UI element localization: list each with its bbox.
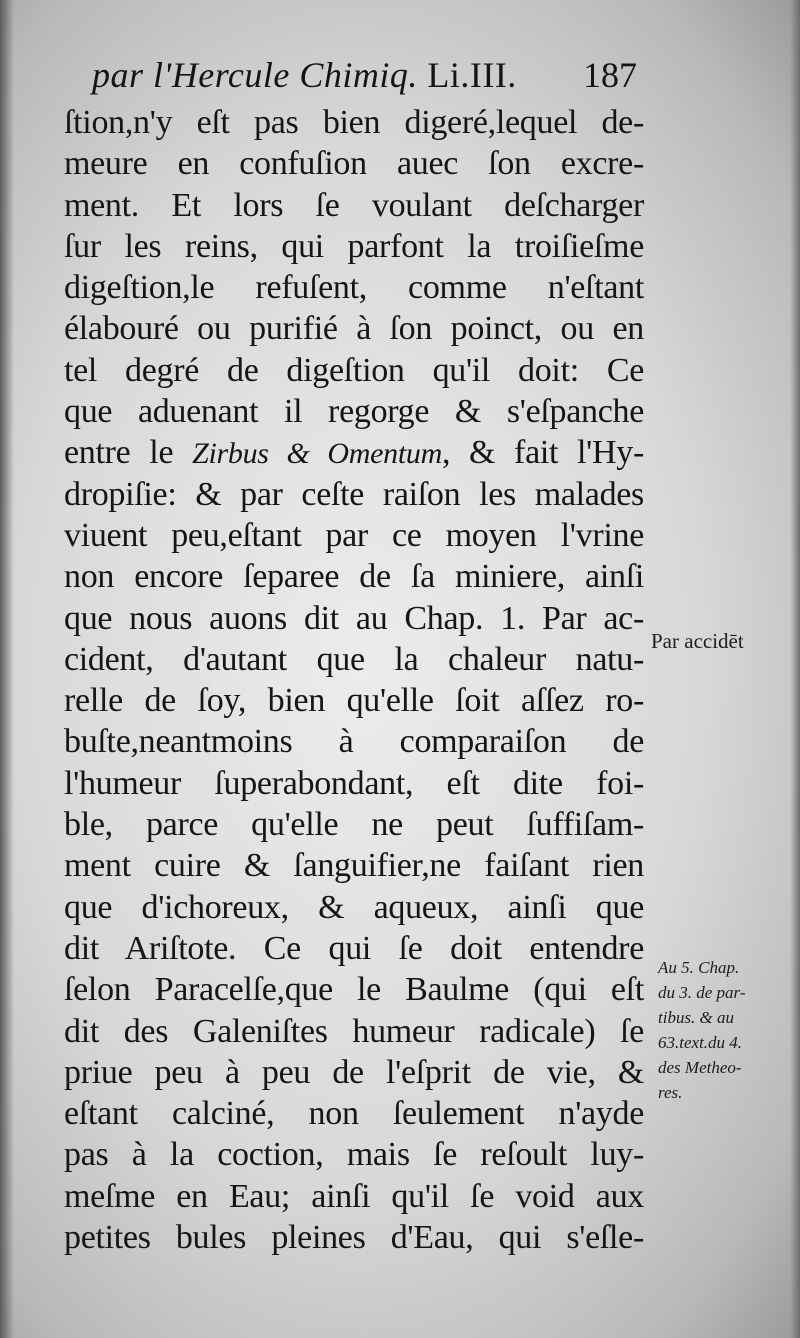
text-line: ſtion,n'y eſt pas bien digeré,lequel de-: [64, 104, 644, 141]
margin-note-line: res.: [658, 1083, 683, 1102]
text-line: que aduenant il regorge & s'eſpanche: [64, 393, 644, 431]
margin-note-line: Au 5. Chap.: [658, 958, 740, 977]
text-segment: entre le: [64, 434, 193, 472]
italic-phrase: Zirbus & Omentum: [192, 437, 442, 471]
margin-note-aristotle-reference: [658, 955, 745, 1105]
margin-note-par-accident: Par accidēt: [651, 629, 744, 653]
page-header: [92, 54, 637, 106]
running-head: [92, 54, 517, 96]
text-line: non encore ſeparee de ſa miniere, ainſi: [64, 558, 644, 596]
text-segment: , & fait l'Hy-: [441, 434, 644, 472]
text-line: cident, d'autant que la chaleur natu-: [64, 640, 644, 678]
text-line: priue peu à peu de l'eſprit de vie, &: [64, 1053, 644, 1091]
text-line: buſte,neantmoins à comparaiſon de: [64, 723, 644, 761]
text-line-with-italic: [64, 432, 644, 473]
body-text: [64, 102, 644, 1258]
text-line: ble, parce qu'elle ne peut ſuffiſam-: [64, 806, 644, 844]
margin-note-line: 63.text.du 4.: [658, 1033, 743, 1052]
text-line: relle de ſoy, bien qu'elle ſoit aſſez ro-: [64, 682, 644, 720]
text-line: ſelon Paracelſe,que le Baulme (qui eſt: [64, 971, 644, 1009]
text-line: digeſtion,le refuſent, comme n'eſtant: [64, 269, 644, 307]
text-line: eſtant calciné, non ſeulement n'ayde: [64, 1095, 644, 1133]
text-line: tel degré de digeſtion qu'il doit: Ce: [64, 351, 644, 389]
text-line: que d'ichoreux, & aqueux, ainſi que: [64, 888, 644, 926]
margin-note-line: du 3. de par-: [658, 983, 746, 1002]
text-line: petites bules pleines d'Eau, qui s'eſle-: [64, 1219, 644, 1257]
text-line: dit Ariſtote. Ce qui ſe doit entendre: [64, 929, 644, 967]
page-edge-shadow-left: [0, 0, 14, 1338]
text-line: dropiſie: & par ceſte raiſon les malades: [64, 475, 644, 513]
text-line: que nous auons dit au Chap. 1. Par ac-: [64, 599, 644, 637]
text-line: ſur les reins, qui parfont la troiſieſme: [64, 227, 644, 265]
page-number: 187: [583, 55, 637, 95]
running-head-book: Li.III.: [427, 55, 517, 95]
text-line: ment. Et lors ſe voulant deſcharger: [64, 186, 644, 224]
page-edge-shadow-right: [790, 0, 800, 1338]
text-line: l'humeur ſuperabondant, eſt dite foi-: [64, 764, 644, 802]
text-line: dit des Galeniſtes humeur radicale) ſe: [64, 1012, 644, 1050]
text-line: meure en confuſion auec ſon excre-: [64, 145, 644, 183]
text-line: meſme en Eau; ainſi qu'il ſe void aux: [64, 1177, 644, 1215]
text-line: élabouré ou purifié à ſon poinct, ou en: [64, 310, 644, 348]
text-line: ment cuire & ſanguifier,ne faiſant rien: [64, 847, 644, 885]
margin-note-line: des Metheo-: [658, 1058, 742, 1077]
text-line: viuent peu,eſtant par ce moyen l'vrine: [64, 516, 644, 554]
margin-note-line: tibus. & au: [658, 1008, 735, 1027]
text-line: pas à la coction, mais ſe reſoult luy-: [64, 1136, 644, 1174]
running-head-title: par l'Hercule Chimiq.: [92, 55, 418, 95]
